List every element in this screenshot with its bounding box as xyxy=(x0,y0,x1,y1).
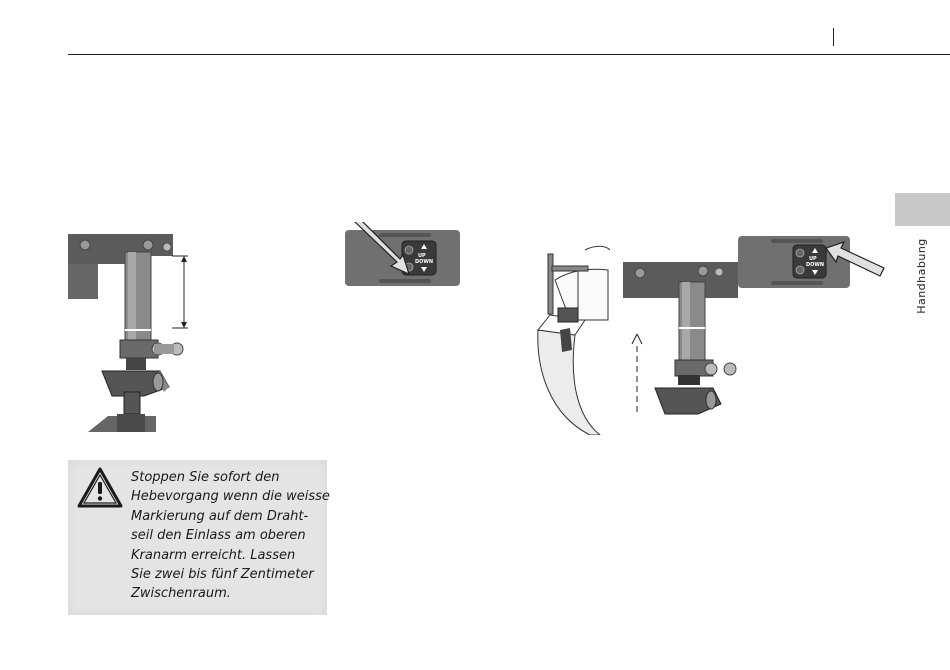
header-tick xyxy=(833,28,834,46)
warning-line: Stoppen Sie sofort den xyxy=(131,470,280,485)
warning-line: Markierung auf dem Draht- xyxy=(131,508,309,524)
crane-lift-illustration xyxy=(623,262,738,427)
warning-text xyxy=(131,468,330,604)
control-panel-down-illustration xyxy=(345,222,460,286)
control-panel-up-illustration xyxy=(738,234,888,294)
crane-arm-illustration xyxy=(68,234,193,432)
chapter-label: Handhabung xyxy=(915,238,928,314)
warning-triangle-icon xyxy=(76,466,124,510)
boat-crane-illustration xyxy=(530,240,610,435)
warning-line: seil den Einlass am oberen xyxy=(131,528,306,544)
down-label-2: DOWN xyxy=(806,262,825,268)
up-label-2: UP xyxy=(809,256,817,262)
header-rule xyxy=(68,54,950,55)
warning-line: Sie zwei bis fünf Zentimeter xyxy=(131,567,314,583)
down-label: DOWN xyxy=(415,259,434,265)
warning-line: Zwischenraum. xyxy=(131,586,231,602)
warning-line: Hebevorgang wenn die weisse xyxy=(131,489,330,505)
warning-box xyxy=(68,460,330,615)
up-label: UP xyxy=(418,253,426,259)
warning-line: Kranarm erreicht. Lassen xyxy=(131,547,296,563)
